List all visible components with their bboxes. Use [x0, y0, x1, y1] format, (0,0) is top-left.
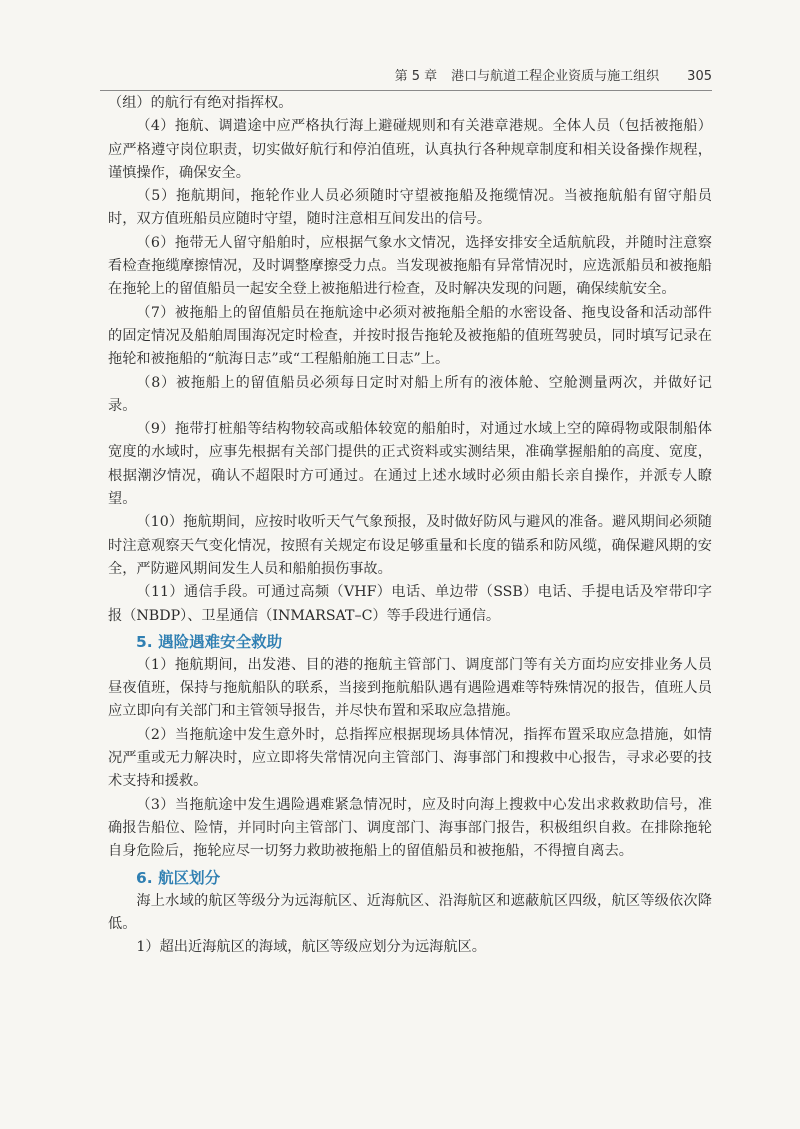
- paragraph-item-7: （7）被拖船上的留值船员在拖航途中必须对被拖船全船的水密设备、拖曳设备和活动部件的固定情况及船舶周围海况定时检查，并按时报告拖轮及被拖船的值班驾驶员，同时填写记录在拖轮和被拖船的“航海日志”或“工程船舶施工日志”上。: [108, 304, 712, 368]
- rescue-item-3: （3）当拖航途中发生遇险遇难紧急情况时，应及时向海上搜救中心发出求救救助信号，准确报告船位、险情，并同时向主管部门、调度部门、海事部门报告，积极组织自救。在排除拖轮自身危险后，拖轮应尽一切努力救助被拖船上的留值船员和被拖船，不得擅自离去。: [108, 796, 712, 860]
- page-number: 305: [687, 69, 712, 84]
- paragraph-item-6: （6）拖带无人留守船舶时，应根据气象水文情况，选择安排安全适航航段，并随时注意察看检查拖缆摩擦情况，及时调整摩擦受力点。当发现被拖船有异常情况时，应选派船员和被拖船在拖轮上的留值船员一起安全登上被拖船进行检查，及时解决发现的问题，确保续航安全。: [108, 234, 712, 298]
- rescue-item-1: （1）拖航期间，出发港、目的港的拖航主管部门、调度部门等有关方面均应安排业务人员昼夜值班，保持与拖航船队的联系，当接到拖航船队遇有遇险遇难等特殊情况的报告，值班人员应立即向有关部门和主管领导报告，并尽快布置和采取应急措施。: [108, 656, 712, 720]
- paragraph-item-10: （10）拖航期间，应按时收听天气气象预报，及时做好防风与避风的准备。避风期间必须随时注意观察天气变化情况，按照有关规定布设足够重量和长度的锚系和防风缆，确保避风期的安全，严防避风期间发生人员和船舶损伤事故。: [108, 514, 712, 577]
- body-text: [108, 92, 712, 959]
- paragraph-item-9: （9）拖带打桩船等结构物较高或船体较宽的船舶时，对通过水域上空的障碍物或限制船体宽度的水域时，应事先根据有关部门提供的正式资料或实测结果，准确掌握船舶的高度、宽度，根据潮汐情况，确认不超限时方可通过。在通过上述水域时必须由船长亲自操作，并派专人瞭望。: [108, 421, 712, 508]
- paragraph-item-8: （8）被拖船上的留值船员必须每日定时对船上所有的液体舱、空舱测量两次，并做好记录。: [108, 374, 712, 414]
- paragraph-item-4: （4）拖航、调遣途中应严格执行海上避碰规则和有关港章港规。全体人员（包括被拖船）应严格遵守岗位职责，切实做好航行和停泊值班，认真执行各种规章制度和相关设备操作规程，谨慎操作，确保安全。: [108, 118, 712, 181]
- rescue-item-2: （2）当拖航途中发生意外时，总指挥应根据现场具体情况，指挥布置采取应急措施，如情况严重或无力解决时，应立即将失常情况向主管部门、海事部门和搜救中心报告，寻求必要的技术支持和援救。: [108, 726, 712, 790]
- running-header: [100, 58, 712, 91]
- section-heading-navigation-zones: 6. 航区划分: [136, 868, 221, 887]
- paragraph-item-5: （5）拖航期间，拖轮作业人员必须随时守望被拖船及拖缆情况。当被拖航船有留守船员时，双方值班船员应随时守望，随时注意相互间发出的信号。: [108, 188, 712, 228]
- paragraph-item-11: （11）通信手段。可通过高频（VHF）电话、单边带（SSB）电话、手提电话及窄带印字报（NBDP）、卫星通信（INMARSAT–C）等手段进行通信。: [108, 584, 712, 624]
- zones-item-1: 1）超出近海航区的海域，航区等级应划分为远海航区。: [136, 939, 486, 956]
- chapter-label: 第 5 章: [394, 69, 438, 84]
- section-heading-rescue: 5. 遇险遇难安全救助: [136, 632, 283, 651]
- zones-intro: 海上水域的航区等级分为远海航区、近海航区、沿海航区和遮蔽航区四级，航区等级依次降低。: [108, 892, 712, 932]
- paragraph-continuation: （组）的航行有绝对指挥权。: [108, 95, 293, 111]
- chapter-title: 港口与航道工程企业资质与施工组织: [451, 69, 660, 84]
